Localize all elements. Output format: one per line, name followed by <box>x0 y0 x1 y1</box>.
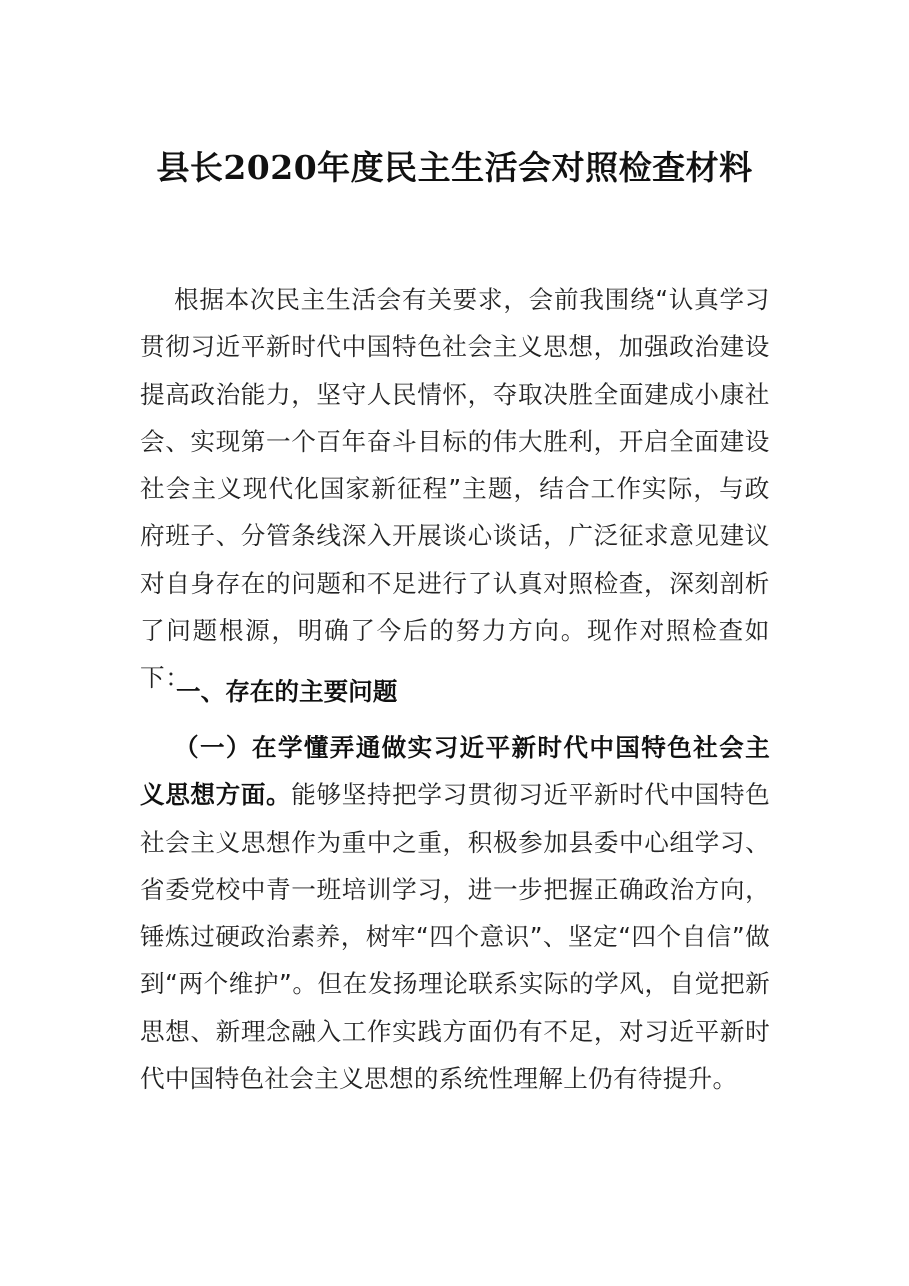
subsection-paragraph <box>140 724 770 1102</box>
subsection-heading: （一）在学懂弄通做实习近平新时代中国特色社会主义思想方面。 <box>140 733 770 810</box>
section-heading: 一、存在的主要问题 <box>176 677 398 706</box>
document-title: 县长2020年度民主生活会对照检查材料 <box>156 148 753 187</box>
subsection-body: 能够坚持把学习贯彻习近平新时代中国特色社会主义思想作为重中之重，积极参加县委中心组学习、省委党校中青一班培训学习，进一步把握正确政治方向，锤炼过硬政治素养，树牢“四个意识”、坚定“四个自信”做到“两个维护”。但在发扬理论联系实际的学风，自觉把新思想、新理念融入工作实践方面仍有不足，对习近平新时代中国特色社会主义思想的系统性理解上仍有待提升。 <box>140 780 770 1094</box>
intro-paragraph: 根据本次民主生活会有关要求，会前我围绕“认真学习贯彻习近平新时代中国特色社会主义思想，加强政治建设提高政治能力，坚守人民情怀，夺取决胜全面建成小康社会、实现第一个百年奋斗目标的伟大胜利，开启全面建设社会主义现代化国家新征程”主题，结合工作实际，与政府班子、分管条线深入开展谈心谈话，广泛征求意见建议对自身存在的问题和不足进行了认真对照检查，深刻剖析了问题根源，明确了今后的努力方向。现作对照检查如下： <box>140 285 770 693</box>
